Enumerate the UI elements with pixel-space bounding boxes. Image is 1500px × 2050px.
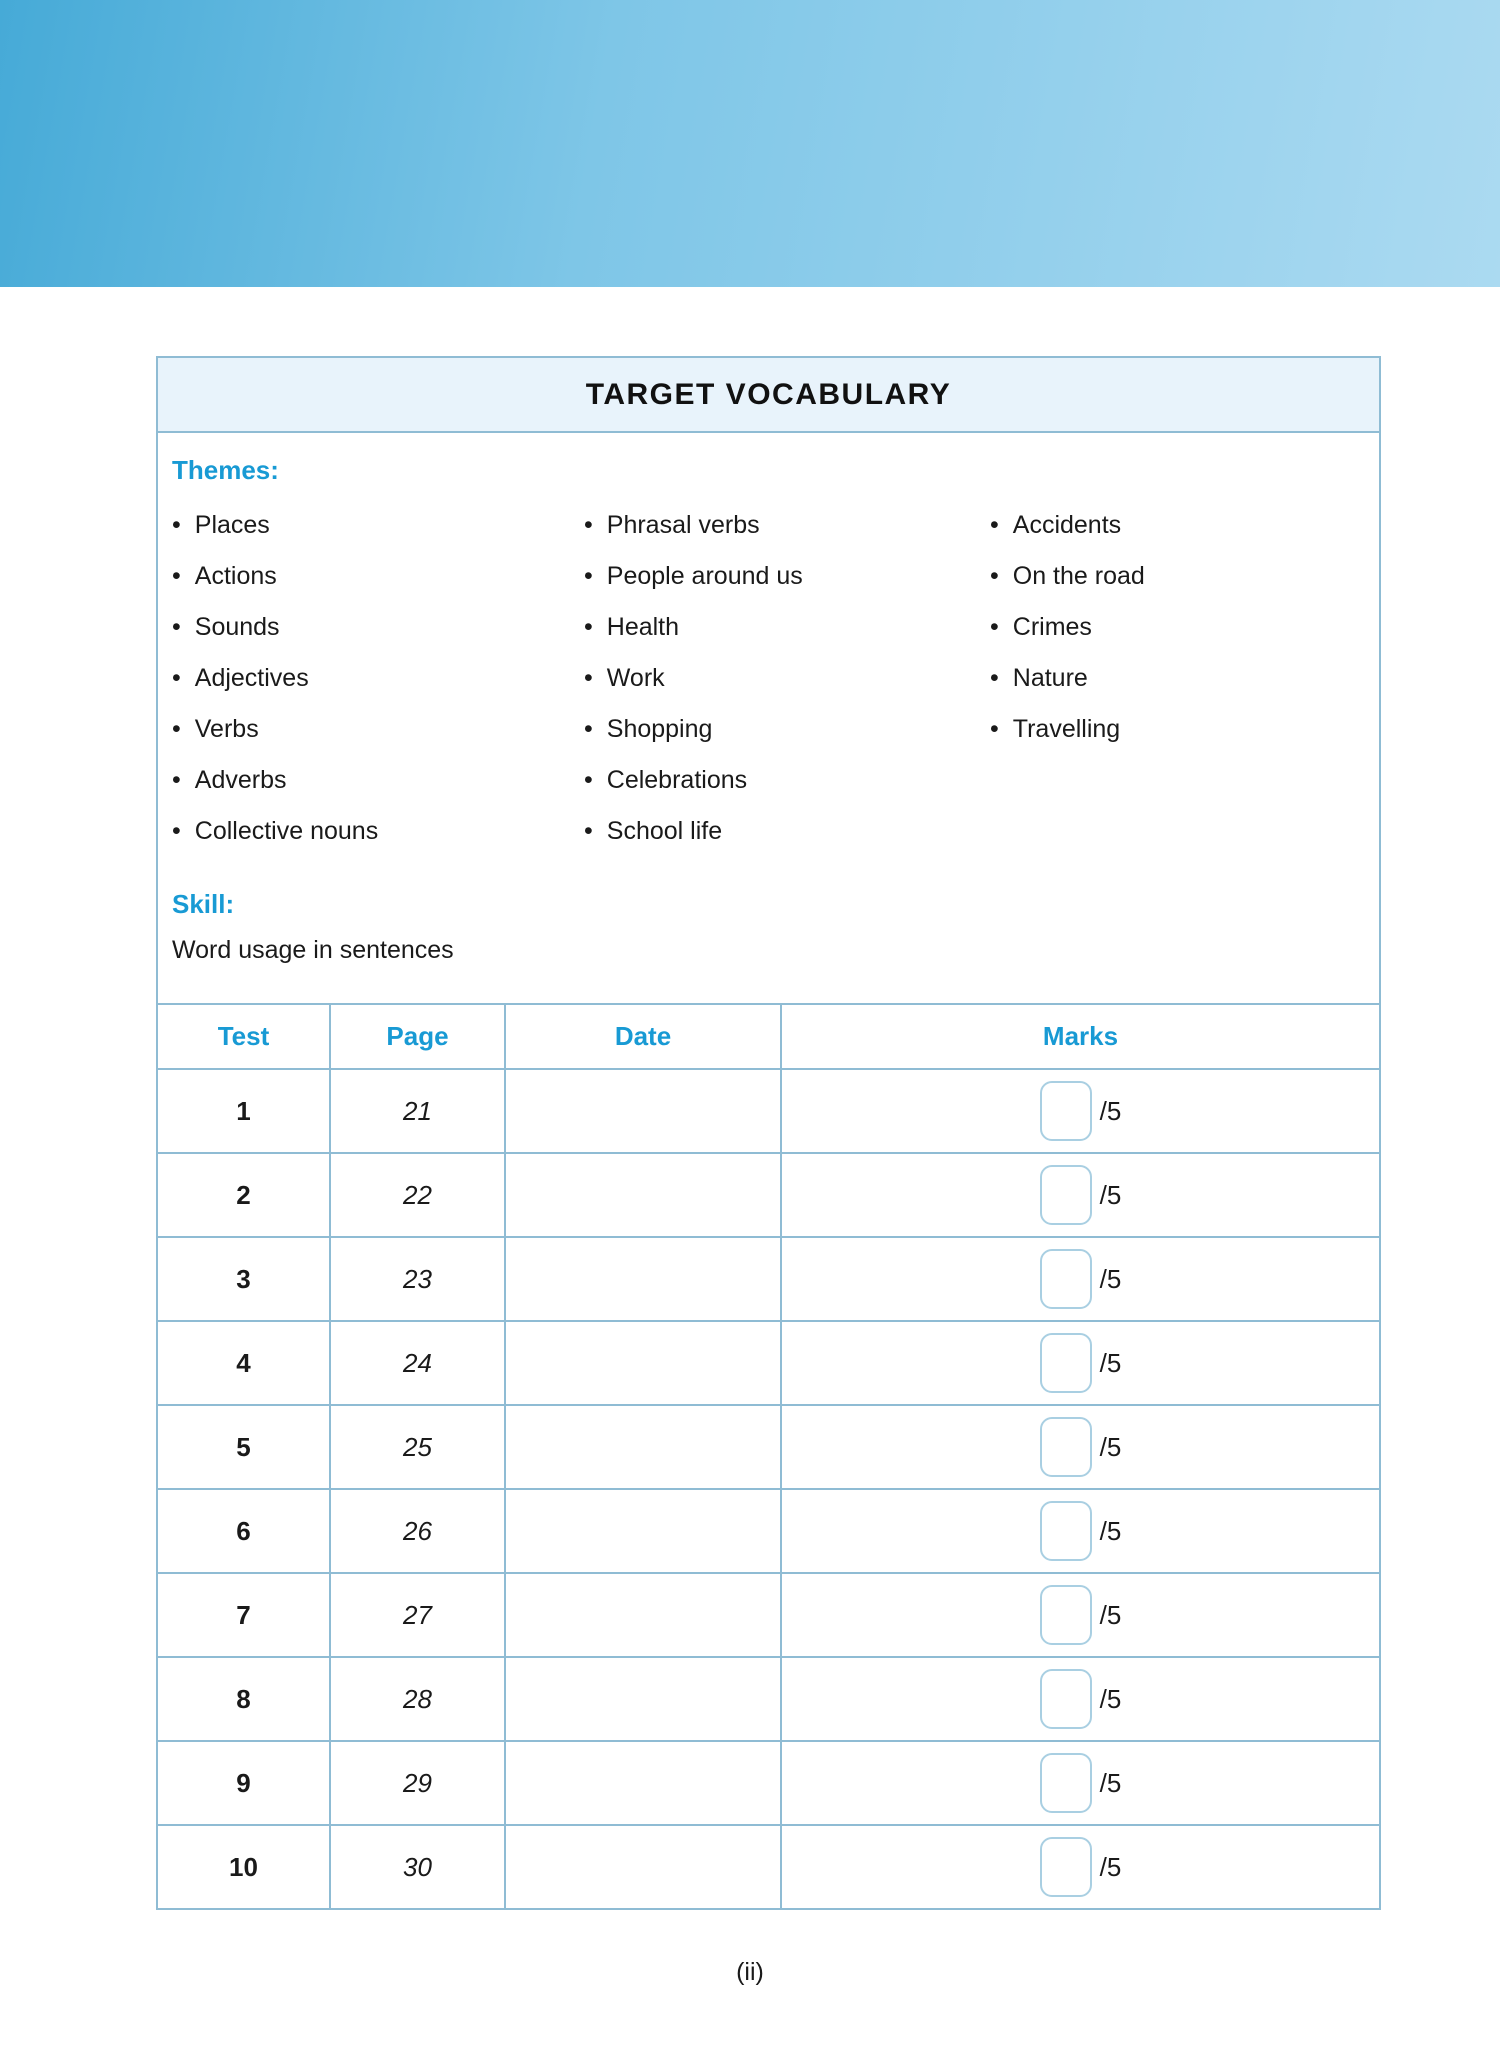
bullet-icon: • [584,664,593,692]
bullet-icon: • [172,511,181,539]
table-row [158,1237,1379,1321]
col-header-date: Date [505,1004,781,1069]
marks-cell [781,1573,1379,1657]
marks-suffix: /5 [1099,1179,1122,1210]
marks-input-box[interactable] [1040,1753,1092,1813]
page-number: (ii) [736,1958,764,1986]
theme-item [584,602,990,653]
marks-suffix: /5 [1099,1095,1122,1126]
theme-item [172,602,584,653]
theme-item [172,653,584,704]
page-number-cell: 28 [330,1657,505,1741]
marks-suffix: /5 [1099,1767,1122,1798]
bullet-icon: • [584,511,593,539]
marks-cell [781,1825,1379,1908]
target-vocabulary-card [156,356,1381,1910]
theme-column-1 [172,500,584,857]
bullet-icon: • [990,715,999,743]
page-number-cell: 22 [330,1153,505,1237]
theme-item-label: Health [606,613,680,641]
date-entry-cell[interactable] [505,1237,781,1321]
theme-item [172,500,584,551]
marks-input-box[interactable] [1040,1585,1092,1645]
page-number-cell: 30 [330,1825,505,1908]
test-number-cell: 10 [158,1825,330,1908]
top-banner [0,0,1500,287]
table-header-row [158,1004,1379,1069]
theme-item [990,551,1359,602]
page-number-cell: 23 [330,1237,505,1321]
marks-cell [781,1657,1379,1741]
theme-item-label: Phrasal verbs [606,511,760,539]
themes-label: Themes: [172,455,279,485]
marks-input-box[interactable] [1040,1081,1092,1141]
col-header-marks: Marks [781,1004,1379,1069]
marks-input-box[interactable] [1040,1333,1092,1393]
marks-input-box[interactable] [1040,1837,1092,1897]
table-body [158,1069,1379,1908]
col-header-test: Test [158,1004,330,1069]
table-row [158,1405,1379,1489]
theme-item [990,602,1359,653]
page-number-cell: 27 [330,1573,505,1657]
table-row [158,1741,1379,1825]
marks-suffix: /5 [1099,1347,1122,1378]
date-entry-cell[interactable] [505,1321,781,1405]
theme-item [172,755,584,806]
bullet-icon: • [584,766,593,794]
theme-item-label: Accidents [1012,511,1122,539]
test-number-cell: 9 [158,1741,330,1825]
theme-item-label: School life [606,817,723,845]
date-entry-cell[interactable] [505,1741,781,1825]
theme-item-label: Nature [1012,664,1088,692]
marks-cell [781,1069,1379,1153]
bullet-icon: • [990,613,999,641]
bullet-icon: • [172,613,181,641]
theme-item [584,551,990,602]
date-entry-cell[interactable] [505,1405,781,1489]
theme-item [990,704,1359,755]
theme-item [584,755,990,806]
bullet-icon: • [990,562,999,590]
marks-suffix: /5 [1099,1263,1122,1294]
card-title: TARGET VOCABULARY [158,358,1379,433]
table-row [158,1489,1379,1573]
theme-item [172,551,584,602]
marks-suffix: /5 [1099,1851,1122,1882]
marks-cell [781,1237,1379,1321]
table-row [158,1153,1379,1237]
theme-item-label: Travelling [1012,715,1121,743]
card-body [158,433,1379,965]
date-entry-cell[interactable] [505,1153,781,1237]
theme-columns [172,500,1359,857]
theme-item-label: Work [606,664,665,692]
score-table [158,1003,1379,1908]
test-number-cell: 1 [158,1069,330,1153]
page-number-cell: 26 [330,1489,505,1573]
bullet-icon: • [172,664,181,692]
bullet-icon: • [172,562,181,590]
theme-item [990,653,1359,704]
date-entry-cell[interactable] [505,1069,781,1153]
theme-item-label: Adjectives [194,664,309,692]
page-number-cell: 21 [330,1069,505,1153]
marks-input-box[interactable] [1040,1417,1092,1477]
bullet-icon: • [584,613,593,641]
theme-column-2 [584,500,990,857]
skill-label: Skill: [172,889,235,919]
theme-item [584,653,990,704]
bullet-icon: • [990,511,999,539]
marks-cell [781,1153,1379,1237]
page-number-cell: 25 [330,1405,505,1489]
marks-input-box[interactable] [1040,1501,1092,1561]
theme-item-label: People around us [606,562,803,590]
col-header-page: Page [330,1004,505,1069]
table-row [158,1825,1379,1908]
test-number-cell: 5 [158,1405,330,1489]
table-row [158,1321,1379,1405]
theme-item [172,806,584,857]
marks-cell [781,1741,1379,1825]
marks-suffix: /5 [1099,1599,1122,1630]
page-number-cell: 29 [330,1741,505,1825]
theme-item-label: Shopping [606,715,713,743]
test-number-cell: 4 [158,1321,330,1405]
theme-item-label: On the road [1012,562,1145,590]
theme-column-3 [990,500,1359,857]
marks-suffix: /5 [1099,1431,1122,1462]
bullet-icon: • [584,817,593,845]
marks-input-box[interactable] [1040,1165,1092,1225]
page-number-cell: 24 [330,1321,505,1405]
test-number-cell: 6 [158,1489,330,1573]
marks-cell [781,1405,1379,1489]
theme-item-label: Adverbs [194,766,287,794]
theme-item [990,500,1359,551]
theme-item-label: Crimes [1012,613,1092,641]
theme-item [584,500,990,551]
theme-item-label: Celebrations [606,766,748,794]
test-number-cell: 8 [158,1657,330,1741]
table-row [158,1069,1379,1153]
bullet-icon: • [172,817,181,845]
date-entry-cell[interactable] [505,1573,781,1657]
theme-item-label: Verbs [194,715,259,743]
bullet-icon: • [990,664,999,692]
date-entry-cell[interactable] [505,1825,781,1908]
theme-item-label: Collective nouns [194,817,379,845]
marks-suffix: /5 [1099,1683,1122,1714]
theme-item [584,806,990,857]
marks-input-box[interactable] [1040,1669,1092,1729]
theme-item [172,704,584,755]
skill-text: Word usage in sentences [172,936,454,964]
date-entry-cell[interactable] [505,1657,781,1741]
bullet-icon: • [584,562,593,590]
date-entry-cell[interactable] [505,1489,781,1573]
marks-input-box[interactable] [1040,1249,1092,1309]
table-row [158,1657,1379,1741]
bullet-icon: • [172,715,181,743]
theme-item-label: Sounds [194,613,280,641]
bullet-icon: • [584,715,593,743]
marks-cell [781,1321,1379,1405]
test-number-cell: 3 [158,1237,330,1321]
table-row [158,1573,1379,1657]
marks-suffix: /5 [1099,1515,1122,1546]
test-number-cell: 2 [158,1153,330,1237]
theme-item [584,704,990,755]
test-number-cell: 7 [158,1573,330,1657]
marks-cell [781,1489,1379,1573]
theme-item-label: Places [194,511,270,539]
bullet-icon: • [172,766,181,794]
theme-item-label: Actions [194,562,277,590]
